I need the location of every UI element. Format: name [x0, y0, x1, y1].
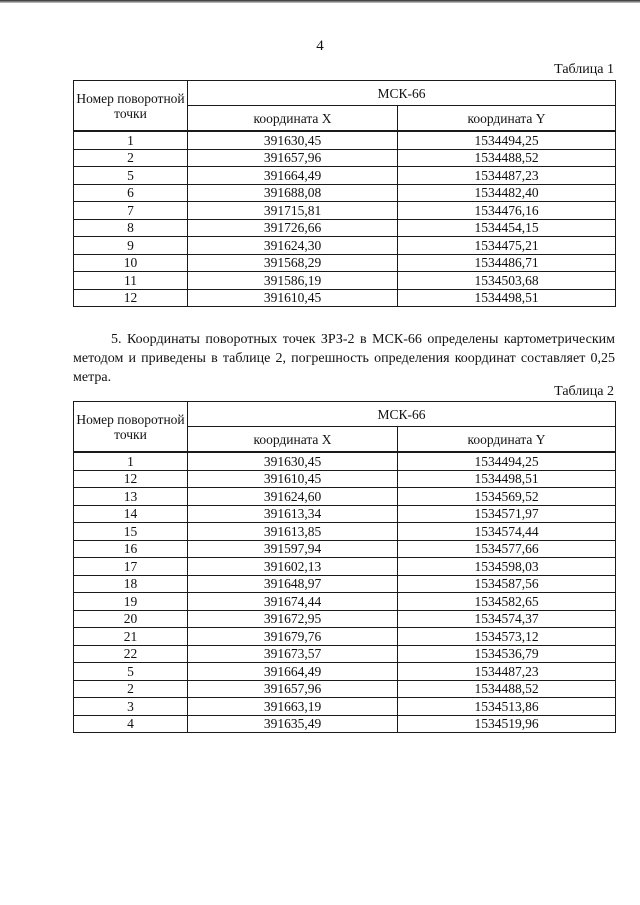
coordinate-y-cell: 1534574,37 [398, 610, 616, 628]
coordinate-x-cell: 391635,49 [188, 715, 398, 733]
coordinate-x-cell: 391597,94 [188, 540, 398, 558]
coordinate-y-cell: 1534498,51 [398, 289, 616, 307]
coordinate-y-cell: 1534498,51 [398, 470, 616, 488]
point-number-cell: 19 [74, 593, 188, 611]
coordinate-y-cell: 1534454,15 [398, 219, 616, 237]
header-point-number: Номер поворотной точки [74, 402, 188, 453]
coordinate-x-cell: 391663,19 [188, 698, 398, 716]
point-number-cell: 13 [74, 488, 188, 506]
coordinate-x-cell: 391602,13 [188, 558, 398, 576]
point-number-cell: 20 [74, 610, 188, 628]
point-number-cell: 17 [74, 558, 188, 576]
coordinate-x-cell: 391679,76 [188, 628, 398, 646]
coordinate-y-cell: 1534569,52 [398, 488, 616, 506]
coordinate-y-cell: 1534487,23 [398, 167, 616, 185]
point-number-cell: 15 [74, 523, 188, 541]
coordinate-x-cell: 391610,45 [188, 289, 398, 307]
point-number-cell: 8 [74, 219, 188, 237]
coordinate-y-cell: 1534519,96 [398, 715, 616, 733]
coordinate-x-cell: 391648,97 [188, 575, 398, 593]
table-row [74, 289, 616, 307]
table-row [74, 131, 616, 149]
point-number-cell: 5 [74, 663, 188, 681]
coordinate-y-cell: 1534571,97 [398, 505, 616, 523]
point-number-cell: 4 [74, 715, 188, 733]
table-row [74, 505, 616, 523]
coordinate-x-cell: 391630,45 [188, 131, 398, 149]
coordinate-y-cell: 1534574,44 [398, 523, 616, 541]
coordinate-y-cell: 1534475,21 [398, 237, 616, 255]
point-number-cell: 12 [74, 470, 188, 488]
point-number-cell: 2 [74, 149, 188, 167]
paragraph-5-text: 5. Координаты поворотных точек ЗРЗ-2 в МСК-66 определены картометрическим методом и приведены в таблице 2, погрешность определения координат составляет 0,25 метра. [73, 332, 615, 385]
table-1-caption: Таблица 1 [554, 62, 614, 77]
coordinate-y-cell: 1534476,16 [398, 202, 616, 220]
table-row [74, 558, 616, 576]
table-row [74, 272, 616, 290]
coordinate-y-cell: 1534587,56 [398, 575, 616, 593]
coordinate-x-cell: 391673,57 [188, 645, 398, 663]
coordinate-y-cell: 1534503,68 [398, 272, 616, 290]
coordinate-y-cell: 1534482,40 [398, 184, 616, 202]
coordinates-table-1 [73, 80, 616, 307]
coordinate-x-cell: 391657,96 [188, 680, 398, 698]
coordinate-x-cell: 391624,60 [188, 488, 398, 506]
coordinate-y-cell: 1534494,25 [398, 131, 616, 149]
point-number-cell: 22 [74, 645, 188, 663]
point-number-cell: 3 [74, 698, 188, 716]
coordinate-x-cell: 391586,19 [188, 272, 398, 290]
coordinate-x-cell: 391613,34 [188, 505, 398, 523]
table-row [74, 610, 616, 628]
point-number-cell: 1 [74, 131, 188, 149]
coordinate-y-cell: 1534536,79 [398, 645, 616, 663]
table-row [74, 663, 616, 681]
point-number-cell: 5 [74, 167, 188, 185]
point-number-cell: 6 [74, 184, 188, 202]
coordinate-y-cell: 1534577,66 [398, 540, 616, 558]
point-number-cell: 16 [74, 540, 188, 558]
coordinate-x-cell: 391688,08 [188, 184, 398, 202]
table-2-caption: Таблица 2 [554, 384, 614, 399]
table-row [74, 167, 616, 185]
coordinate-x-cell: 391613,85 [188, 523, 398, 541]
table-row [74, 540, 616, 558]
point-number-cell: 12 [74, 289, 188, 307]
point-number-cell: 14 [74, 505, 188, 523]
coordinate-x-cell: 391726,66 [188, 219, 398, 237]
header-coordinate-system: МСК-66 [188, 81, 616, 106]
coordinate-y-cell: 1534487,23 [398, 663, 616, 681]
table-row [74, 680, 616, 698]
coordinate-x-cell: 391630,45 [188, 452, 398, 470]
table-row [74, 593, 616, 611]
header-point-number: Номер поворотной точки [74, 81, 188, 132]
coordinate-x-cell: 391664,49 [188, 167, 398, 185]
table-row [74, 645, 616, 663]
point-number-cell: 21 [74, 628, 188, 646]
header-coordinate-system: МСК-66 [188, 402, 616, 427]
point-number-cell: 10 [74, 254, 188, 272]
table-row [74, 254, 616, 272]
header-coordinate-x: координата X [188, 106, 398, 132]
point-number-cell: 1 [74, 452, 188, 470]
table-row [74, 149, 616, 167]
header-coordinate-x: координата X [188, 427, 398, 453]
coordinate-y-cell: 1534488,52 [398, 149, 616, 167]
table-row [74, 470, 616, 488]
page-number: 4 [316, 38, 324, 54]
point-number-cell: 11 [74, 272, 188, 290]
header-coordinate-y: координата Y [398, 427, 616, 453]
coordinate-y-cell: 1534598,03 [398, 558, 616, 576]
point-number-cell: 7 [74, 202, 188, 220]
coordinate-x-cell: 391568,29 [188, 254, 398, 272]
point-number-cell: 18 [74, 575, 188, 593]
coordinate-y-cell: 1534582,65 [398, 593, 616, 611]
page-top-edge [0, 0, 640, 3]
coordinates-table-2 [73, 401, 616, 733]
table-row [74, 184, 616, 202]
table-row [74, 523, 616, 541]
coordinate-x-cell: 391672,95 [188, 610, 398, 628]
table-row [74, 575, 616, 593]
table-row [74, 698, 616, 716]
point-number-cell: 2 [74, 680, 188, 698]
coordinate-x-cell: 391715,81 [188, 202, 398, 220]
coordinate-y-cell: 1534494,25 [398, 452, 616, 470]
header-coordinate-y: координата Y [398, 106, 616, 132]
table-row [74, 237, 616, 255]
coordinate-x-cell: 391624,30 [188, 237, 398, 255]
coordinate-y-cell: 1534486,71 [398, 254, 616, 272]
point-number-cell: 9 [74, 237, 188, 255]
coordinate-x-cell: 391657,96 [188, 149, 398, 167]
table-row [74, 452, 616, 470]
table-row [74, 628, 616, 646]
paragraph-5 [73, 330, 615, 387]
coordinate-y-cell: 1534488,52 [398, 680, 616, 698]
table-row [74, 488, 616, 506]
coordinate-y-cell: 1534513,86 [398, 698, 616, 716]
coordinate-x-cell: 391610,45 [188, 470, 398, 488]
coordinate-x-cell: 391674,44 [188, 593, 398, 611]
coordinate-x-cell: 391664,49 [188, 663, 398, 681]
table-row [74, 202, 616, 220]
table-row [74, 715, 616, 733]
table-row [74, 219, 616, 237]
coordinate-y-cell: 1534573,12 [398, 628, 616, 646]
